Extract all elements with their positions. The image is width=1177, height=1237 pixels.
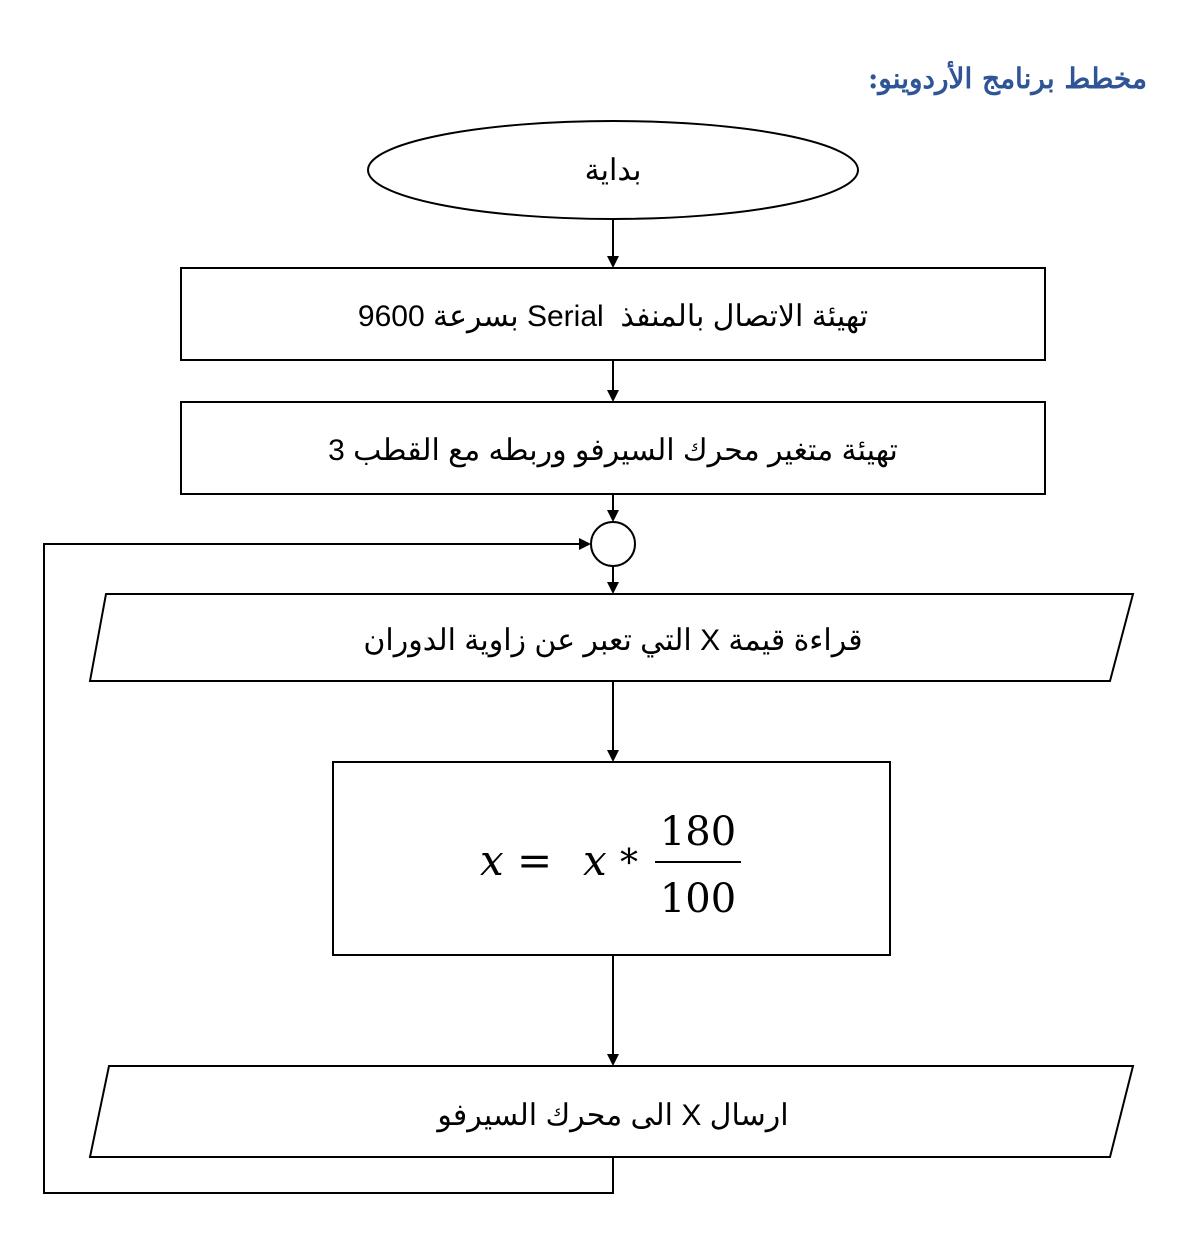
start-label: بداية (584, 154, 642, 187)
page-title: مخطط برنامج الأردوينو: (867, 62, 1147, 95)
formula-numerator: 180 (659, 809, 737, 855)
formula-lhs: x = (480, 836, 553, 885)
read-x-label: قراءة قيمة X التي تعبر عن زاوية الدوران (363, 624, 863, 657)
formula-var: x (583, 836, 607, 885)
serial-init-label: تهيئة الاتصال بالمنفذ Serial بسرعة 9600 (357, 300, 869, 333)
formula-operator: * (620, 843, 638, 884)
formula-denominator: 100 (659, 876, 737, 922)
servo-init-label: تهيئة متغير محرك السيرفو وربطه مع القطب 3 (328, 434, 898, 467)
loop-connector (591, 522, 635, 566)
send-x-label: ارسال X الى محرك السيرفو (437, 1099, 789, 1132)
formula-process (333, 762, 890, 955)
